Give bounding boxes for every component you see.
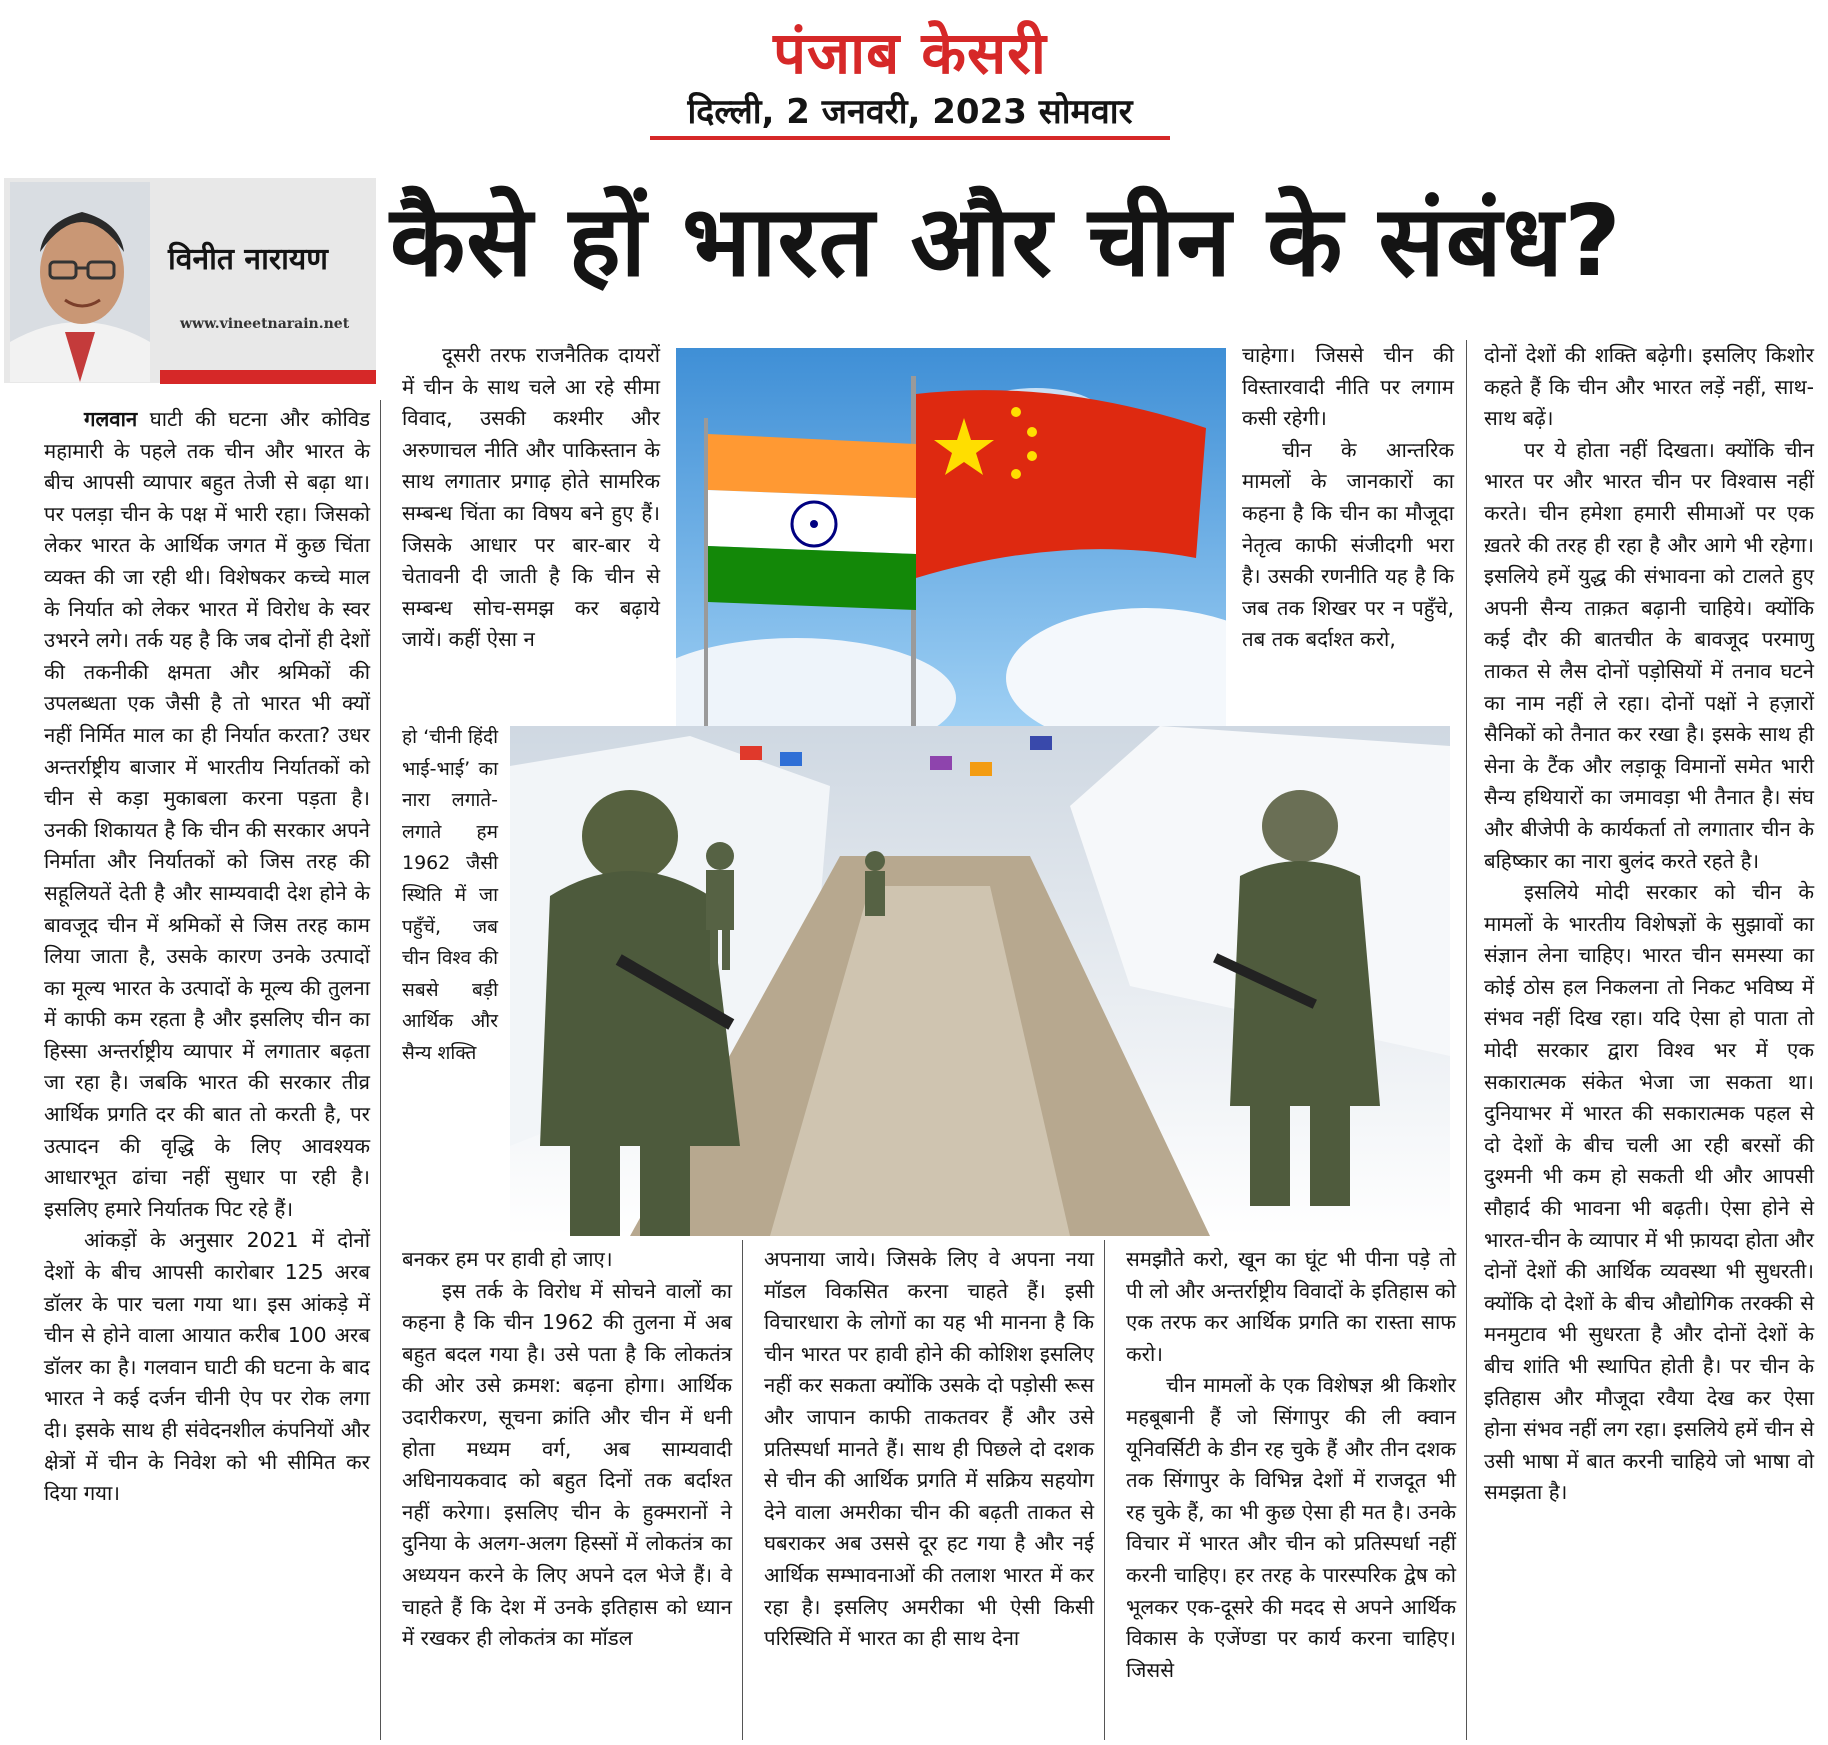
- article-column-2-narrow: [402, 722, 498, 1070]
- paragraph: अपनाया जाये। जिसके लिए वे अपना नया मॉडल विकसित करना चाहते हैं। इसी विचारधारा के लोगों का यह भी मानना है कि चीन भारत पर हावी होने की कोशिश इसलिए नहीं कर सकता क्योंकि उसके दो पड़ोसी रूस और जापान काफी ताकतवर हैं और उसे प्रतिस्पर्धा मानते हैं। साथ ही पिछले दो दशक से चीन की आर्थिक प्रगति में सक्रिय सहयोग देने वाला अमरीका चीन की बढ़ती ताकत से घबराकर अब उससे दूर हट गया है और नई आर्थिक सम्भावनाओं की तलाश भारत में कर रहा है। इसलिए अमरीका भी ऐसी किसी परिस्थिति में भारत का ही साथ देना: [764, 1247, 1094, 1651]
- headline: कैसे हों भारत और चीन के संबंध?: [390, 185, 1622, 299]
- article-column-1: [44, 404, 370, 1510]
- article-column-5: [1484, 340, 1814, 1509]
- masthead-logo: पंजाब केसरी: [773, 19, 1047, 87]
- paragraph: घाटी की घटना और कोविड महामारी के पहले तक चीन और भारत के बीच आपसी व्यापार बहुत तेजी से बढ़ा था। पर पलड़ा चीन के पक्ष में भारी रहा। जिसको लेकर भारत के आर्थिक जगत में कुछ चिंता व्यक्त की जा रही थी। विशेषकर कच्चे माल के निर्यात को लेकर भारत में विरोध के स्वर उभरने लगे। तर्क यह है कि जब दोनों ही देशों की तकनीकी क्षमता और श्रमिकों की उपलब्धता एक जैसी है तो भारत भी क्यों नहीं निर्मित माल का ही निर्यात करता? उधर अन्तर्राष्ट्रीय बाजार में भारतीय निर्यातकों को चीन से कड़ा मुकाबला करना पड़ता है। उनकी शिकायत है कि चीन की सरकार अपने निर्माता और निर्यातकों को जिस तरह की सहूलियतें देती है और साम्यवादी देश होने के बावजूद चीन में श्रमिकों से जिस तरह काम लिया जाता है, उसके कारण उनके उत्पादों का मूल्य भारत के उत्पादों के मूल्य की तुलना में काफी कम रहता है और इसलिए चीन का हिस्सा अन्तर्राष्ट्रीय व्यापार में लगातार बढ़ता जा रहा है। जबकि भारत की सरकार तीव्र आर्थिक प्रगति दर की बात तो करती है, पर उत्पादन की वृद्धि के लिए आवश्यक आधारभूत ढांचा नहीं सुधार पा रही है। इसलिए हमारे निर्यातक पिट रहे हैं।: [44, 407, 370, 1221]
- author-photo: [10, 182, 150, 382]
- author-website[interactable]: www.vineetnarain.net: [180, 316, 350, 332]
- article-column-3: [764, 1244, 1094, 1655]
- accent-bar: [160, 370, 376, 384]
- paragraph: चीन मामलों के एक विशेषज्ञ श्री किशोर महबूबानी हैं जो सिंगापुर की ली क्वान यूनिवर्सिटी के डीन रह चुके हैं और तीन दशक तक सिंगापुर के विभिन्न देशों में राजदूत भी रह चुके हैं, का भी कुछ ऐसा ही मत है। उनके विचार में भारत और चीन को प्रतिस्पर्धा नहीं करनी चाहिए। हर तरह के पारस्परिक द्वेष को भूलकर एक-दूसरे की मदद से अपने आर्थिक विकास के एजेंण्डा पर कार्य करना चाहिए। जिससे: [1126, 1373, 1456, 1682]
- lead-word: गलवान: [84, 407, 138, 431]
- paragraph: समझौते करो, खून का घूंट भी पीना पड़े तो पी लो और अन्तर्राष्ट्रीय विवादों के इतिहास को एक तरफ कर आर्थिक प्रगति का रास्ता साफ करो।: [1126, 1247, 1456, 1366]
- column-divider: [380, 400, 381, 1740]
- india-china-flags-photo: [676, 348, 1226, 728]
- article-column-4-bottom: [1126, 1244, 1456, 1686]
- column-divider: [1466, 340, 1467, 1740]
- column-divider: [1104, 1240, 1105, 1740]
- paragraph: दूसरी तरफ राजनैतिक दायरों में चीन के साथ चले आ रहे सीमा विवाद, उसकी कश्मीर और अरुणाचल नीति और पाकिस्तान के साथ लगातार प्रगाढ़ होते सामरिक सम्बन्ध चिंता का विषय बने हुए हैं। जिसके आधार पर बार-बार ये चेतावनी दी जाती है कि चीन से सम्बन्ध सोच-समझ कर बढ़ाये जायें। कहीं ऐसा न: [402, 343, 660, 652]
- paragraph: हो ‘चीनी हिंदी भाई-भाई’ का नारा लगाते-लगाते हम 1962 जैसी स्थिति में जा पहुँचें, जब चीन विश्व की सबसे बड़ी आर्थिक और सैन्य शक्ति: [402, 726, 498, 1064]
- paragraph: चीन के आन्तरिक मामलों के जानकारों का कहना है कि चीन का मौजूदा नेतृत्व काफी संजीदगी भरा है। उसकी रणनीति यह है कि जब तक शिखर पर न पहुँचे, तब तक बर्दाश्त करो,: [1242, 437, 1454, 652]
- paragraph: चाहेगा। जिससे चीन की विस्तारवादी नीति पर लगाम कसी रहेगी।: [1242, 343, 1454, 431]
- article-column-2-bottom: [402, 1244, 732, 1655]
- dateline: दिल्ली, 2 जनवरी, 2023 सोमवार: [650, 88, 1170, 140]
- paragraph: दोनों देशों की शक्ति बढ़ेगी। इसलिए किशोर कहते हैं कि चीन और भारत लड़ें नहीं, साथ-साथ बढ़ें।: [1484, 343, 1814, 431]
- paragraph: पर ये होता नहीं दिखता। क्योंकि चीन भारत पर और भारत चीन पर विश्वास नहीं करते। चीन हमेशा हमारी सीमाओं पर एक ख़तरे की तरह ही रहा है और आगे भी रहेगा। इसलिये हमें युद्ध की संभावना को टालते हुए अपनी सैन्य ताक़त बढ़ानी चाहिये। क्योंकि कई दौर की बातचीत के बावजूद परमाणु ताकत से लैस दोनों पड़ोसियों में तनाव घटने का नाम नहीं ले रहा। दोनों पक्षों ने हज़ारों सैनिकों को तैनात कर रखा है। इसके साथ ही सेना के टैंक और लड़ाकू विमानों समेत भारी सैन्य हथियारों का जमावड़ा भी तैनात है। संघ और बीजेपी के कार्यकर्ता तो लगातार चीन के बहिष्कार का नारा बुलंद करते रहते है।: [1484, 437, 1814, 873]
- paragraph: बनकर हम पर हावी हो जाए।: [402, 1247, 613, 1271]
- paragraph: इसलिये मोदी सरकार को चीन के मामलों के भारतीय विशेषज्ञों के सुझावों का संज्ञान लेना चाहिए। भारत चीन समस्या का कोई ठोस हल निकलना तो निकट भविष्य में संभव नहीं दिख रहा। यदि ऐसा हो पाता तो मोदी सरकार द्वारा विश्व भर में एक सकारात्मक संकेत भेजा जा सकता था। दुनियाभर में भारत की सकारात्मक पहल से दो देशों के बीच चली आ रही बरसों की दुश्मनी भी कम हो सकती थी और आपसी सौहार्द की भावना भी बढ़ती। ऐसा होने से भारत-चीन के व्यापार में भी फ़ायदा होता और दोनों देशों की आर्थिक व्यवस्था भी सुधरती। क्योंकि दो देशों के बीच औद्योगिक तरक्की से मनमुटाव भी सुधरता है और दोनों देशों के बीच शांति भी स्थापित होती है। पर चीन के इतिहास और मौजूदा रवैया देख कर ऐसा होना संभव नहीं लग रहा। इसलिये हमें चीन से उसी भाषा में बात करनी चाहिये जो भाषा वो समझता है।: [1484, 880, 1814, 1505]
- article-column-4-top: [1242, 340, 1454, 656]
- article-column-2-top: [402, 340, 660, 656]
- paragraph: आंकड़ों के अनुसार 2021 में दोनों देशों के बीच आपसी कारोबार 125 अरब डॉलर के पार चला गया था। इस आंकड़े में चीन से होने वाला आयात करीब 100 अरब डॉलर का है। गलवान घाटी की घटना के बाद भारत ने कई दर्जन चीनी ऐप पर रोक लगा दी। इसके साथ ही संवेदनशील कंपनियों और क्षेत्रों में चीन के निवेश को भी सीमित कर दिया गया।: [44, 1228, 370, 1506]
- paragraph: इस तर्क के विरोध में सोचने वालों का कहना है कि चीन 1962 की तुलना में अब बहुत बदल गया है। उसे पता है कि लोकतंत्र की ओर उसे क्रमश: बढ़ना होगा। आर्थिक उदारीकरण, सूचना क्रांति और चीन में धनी होता मध्यम वर्ग, अब साम्यवादी अधिनायकवाद को बहुत दिनों तक बर्दाश्त नहीं करेगा। इसलिए चीन के हुक्मरानों ने दुनिया के अलग-अलग हिस्सों में लोकतंत्र का अध्ययन करने के लिए अपने दल भेजे हैं। वे चाहते हैं कि देश में उनके इतिहास को ध्यान में रखकर ही लोकतंत्र का मॉडल: [402, 1278, 732, 1651]
- column-divider: [742, 1240, 743, 1740]
- author-name: विनीत नारायण: [168, 242, 328, 277]
- border-soldiers-photo: [510, 726, 1450, 1236]
